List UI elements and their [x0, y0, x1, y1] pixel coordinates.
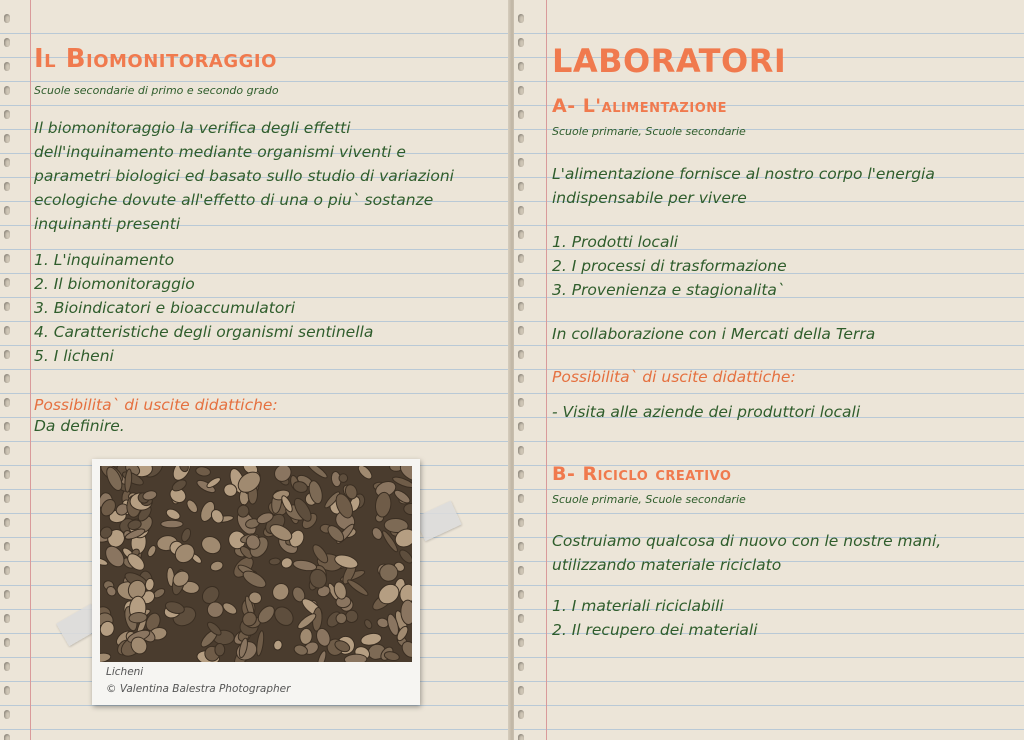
binder-hole — [4, 518, 10, 527]
binder-hole — [518, 278, 524, 287]
topic-list — [34, 248, 373, 368]
binder-hole — [4, 86, 10, 95]
binder-hole — [4, 734, 10, 740]
binder-hole — [4, 110, 10, 119]
binder-hole — [518, 86, 524, 95]
binder-hole — [4, 350, 10, 359]
list-item: 3. Bioindicatori e bioaccumulatori — [34, 299, 296, 317]
page-title: Il Biomonitoraggio — [34, 44, 277, 74]
binder-hole — [4, 638, 10, 647]
binder-hole — [4, 182, 10, 191]
audience-subtitle: Scuole secondarie di primo e secondo grado — [34, 84, 279, 97]
binder-hole — [518, 374, 524, 383]
binder-hole — [518, 566, 524, 575]
lichen-photo — [100, 466, 412, 662]
outings-label: Possibilita` di uscite didattiche: — [552, 368, 796, 386]
binder-holes — [4, 0, 14, 740]
outings-value: - Visita alle aziende dei produttori locali — [552, 403, 861, 421]
binder-hole — [518, 398, 524, 407]
list-item: 2. I processi di trasformazione — [552, 257, 787, 275]
binder-hole — [4, 686, 10, 695]
binder-holes — [518, 0, 528, 740]
binder-hole — [518, 38, 524, 47]
binder-hole — [518, 158, 524, 167]
binder-hole — [4, 134, 10, 143]
binder-hole — [518, 638, 524, 647]
binder-hole — [518, 470, 524, 479]
binder-hole — [4, 398, 10, 407]
binder-hole — [4, 158, 10, 167]
binder-hole — [518, 542, 524, 551]
binder-hole — [518, 110, 524, 119]
section-a-list — [552, 230, 787, 302]
binder-hole — [518, 710, 524, 719]
collaboration-note: In collaborazione con i Mercati della Terra — [552, 325, 876, 343]
binder-hole — [518, 686, 524, 695]
binder-hole — [4, 62, 10, 71]
binder-hole — [4, 38, 10, 47]
tape-strip — [414, 501, 461, 541]
left-page — [0, 0, 510, 740]
binder-hole — [4, 302, 10, 311]
section-b-intro: Costruiamo qualcosa di nuovo con le nostre mani, utilizzando materiale riciclato — [552, 532, 942, 574]
page-title: LABORATORI — [552, 42, 787, 80]
binder-hole — [4, 422, 10, 431]
binder-hole — [4, 710, 10, 719]
binder-hole — [518, 518, 524, 527]
section-a-intro: L'alimentazione fornisce al nostro corpo l'energia indispensabile per vivere — [552, 165, 935, 207]
binder-hole — [518, 614, 524, 623]
list-item: 1. I materiali riciclabili — [552, 597, 724, 615]
binder-hole — [518, 206, 524, 215]
list-item: 1. L'inquinamento — [34, 251, 175, 269]
intro-paragraph: Il biomonitoraggio la verifica degli effetti dell'inquinamento mediante organismi viventi e parametri biologici ed basato sullo studio di variazioni ecologiche dovute all'effetto di una o piu` sostanze inquinanti presenti — [34, 119, 454, 233]
section-b-heading: B- Riciclo creativo — [552, 463, 732, 485]
binder-hole — [4, 662, 10, 671]
binder-hole — [4, 206, 10, 215]
margin-line — [546, 0, 547, 740]
binder-hole — [4, 566, 10, 575]
list-item: 2. Il biomonitoraggio — [34, 275, 195, 293]
binder-hole — [518, 134, 524, 143]
section-a-subtitle: Scuole primarie, Scuole secondarie — [552, 125, 746, 138]
list-item: 1. Prodotti locali — [552, 233, 679, 251]
photo-caption: Licheni — [106, 666, 144, 678]
binder-hole — [518, 182, 524, 191]
section-b-list — [552, 594, 758, 642]
binder-hole — [4, 374, 10, 383]
list-item: 3. Provenienza e stagionalita` — [552, 281, 785, 299]
binder-hole — [518, 494, 524, 503]
binder-hole — [518, 326, 524, 335]
binder-hole — [4, 278, 10, 287]
binder-hole — [518, 446, 524, 455]
binder-hole — [4, 542, 10, 551]
binder-hole — [4, 590, 10, 599]
binder-hole — [4, 254, 10, 263]
photo-polaroid — [92, 459, 420, 705]
binder-hole — [518, 230, 524, 239]
binder-hole — [518, 422, 524, 431]
binder-hole — [4, 326, 10, 335]
outings-value: Da definire. — [34, 417, 125, 435]
list-item: 2. Il recupero dei materiali — [552, 621, 758, 639]
binder-hole — [4, 494, 10, 503]
binder-hole — [518, 590, 524, 599]
binder-hole — [4, 614, 10, 623]
list-item: 4. Caratteristiche degli organismi sentinella — [34, 323, 374, 341]
binder-hole — [4, 230, 10, 239]
binder-hole — [518, 662, 524, 671]
binder-hole — [518, 254, 524, 263]
right-page — [514, 0, 1024, 740]
binder-hole — [518, 62, 524, 71]
section-b-subtitle: Scuole primarie, Scuole secondarie — [552, 493, 746, 506]
binder-hole — [4, 446, 10, 455]
outings-label: Possibilita` di uscite didattiche: — [34, 396, 278, 414]
section-a-heading: A- L'alimentazione — [552, 95, 728, 117]
binder-hole — [518, 734, 524, 740]
binder-hole — [518, 302, 524, 311]
margin-line — [30, 0, 31, 740]
binder-hole — [518, 350, 524, 359]
list-item: 5. I licheni — [34, 347, 114, 365]
binder-hole — [4, 470, 10, 479]
binder-hole — [518, 14, 524, 23]
photo-credit: © Valentina Balestra Photographer — [106, 683, 291, 695]
binder-hole — [4, 14, 10, 23]
